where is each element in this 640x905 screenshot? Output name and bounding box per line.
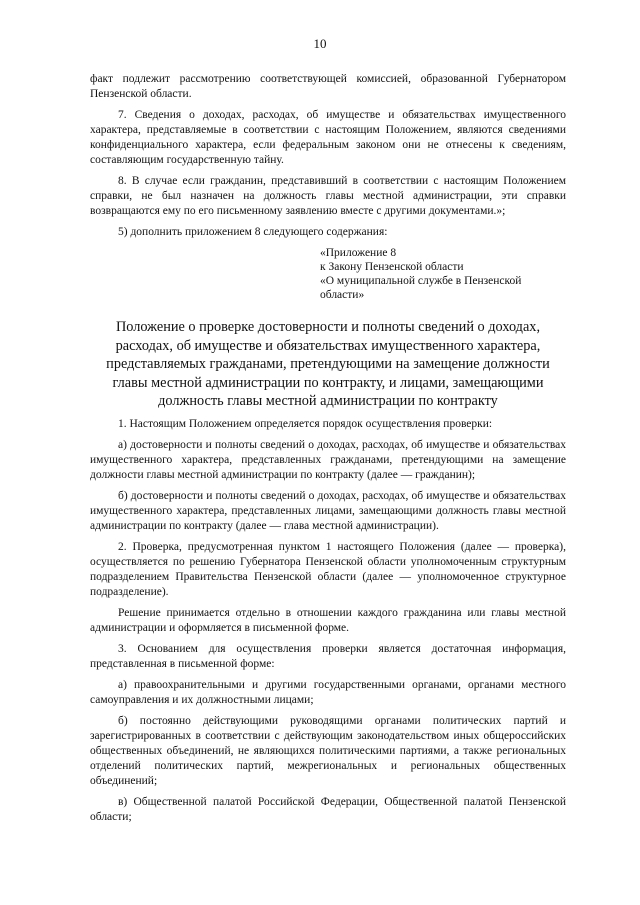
paragraph-3b: б) постоянно действующими руководящими органами политических партий и зарегистрированных в соответствии с действующим законодательством иных общероссийских общественных объединений, не являющихся политическими партиями, а также региональных отделений политических партий, межрегиональных и региональных общественных объединений; [90, 714, 566, 787]
paragraph-2: 2. Проверка, предусмотренная пунктом 1 настоящего Положения (далее — проверка), осуществляется по решению Губернатора Пензенской области уполномоченным структурным подразделением Правительства Пензенской области (далее — уполномоченное структурное подразделение). [90, 540, 566, 598]
page-number: 10 [313, 36, 327, 51]
paragraph-3a: а) правоохранительными и другими государственными органами, органами местного самоуправления и их должностными лицами; [90, 678, 566, 706]
paragraph-item-7: 7. Сведения о доходах, расходах, об имуществе и обязательствах имущественного характера, представляемые в соответствии с настоящим Положением, являются сведениями конфиденциального характера, если федеральным законом они не отнесены к сведениям, составляющим государственную тайну. [90, 109, 566, 166]
regulation-title: Положение о проверке достоверности и полноты сведений о доходах, расходах, об имуществе и обязательствах имущественного характера, представляемых гражданами, претендующими на замещение должности главы местной администрации по контракту, и лицами, замещающими должность главы местной администрации по контракту [106, 319, 550, 409]
appendix-reference [320, 246, 566, 302]
paragraph-3c: в) Общественной палатой Российской Федерации, Общественной палатой Пензенской области; [90, 795, 566, 823]
paragraph-1b: б) достоверности и полноты сведений о доходах, расходах, об имуществе и обязательствах имущественного характера, представленных лицами, замещающими должность главы местной администрации по контракту (далее — глава местной администрации). [90, 489, 566, 532]
appendix-reference-line-3: «О муниципальной службе в Пензенской области» [320, 275, 522, 301]
document-body [90, 72, 566, 831]
paragraph-continuation: факт подлежит рассмотрению соответствующей комиссией, образованной Губернатором Пензенской области. [90, 73, 566, 100]
paragraph-1a: а) достоверности и полноты сведений о доходах, расходах, об имуществе и обязательствах имущественного характера, представленных гражданами, претендующими на замещение должности главы местной администрации по контракту (далее — гражданин); [90, 438, 566, 481]
paragraph-1: 1. Настоящим Положением определяется порядок осуществления проверки: [118, 417, 493, 430]
paragraph-3: 3. Основанием для осуществления проверки является достаточная информация, представленная в письменной форме: [90, 642, 566, 670]
paragraph-amendment-5: 5) дополнить приложением 8 следующего содержания: [118, 226, 388, 238]
paragraph-item-8: 8. В случае если гражданин, представивший в соответствии с настоящим Положением справки, не был назначен на должность главы местной администрации, эти справки возвращаются ему по его письменному заявлению вместе с другими документами.»; [90, 175, 566, 217]
appendix-reference-line-1: «Приложение 8 [320, 247, 397, 259]
paragraph-2-decision: Решение принимается отдельно в отношении каждого гражданина или главы местной администрации и оформляется в письменной форме. [90, 606, 566, 634]
appendix-reference-line-2: к Закону Пензенской области [320, 261, 464, 273]
